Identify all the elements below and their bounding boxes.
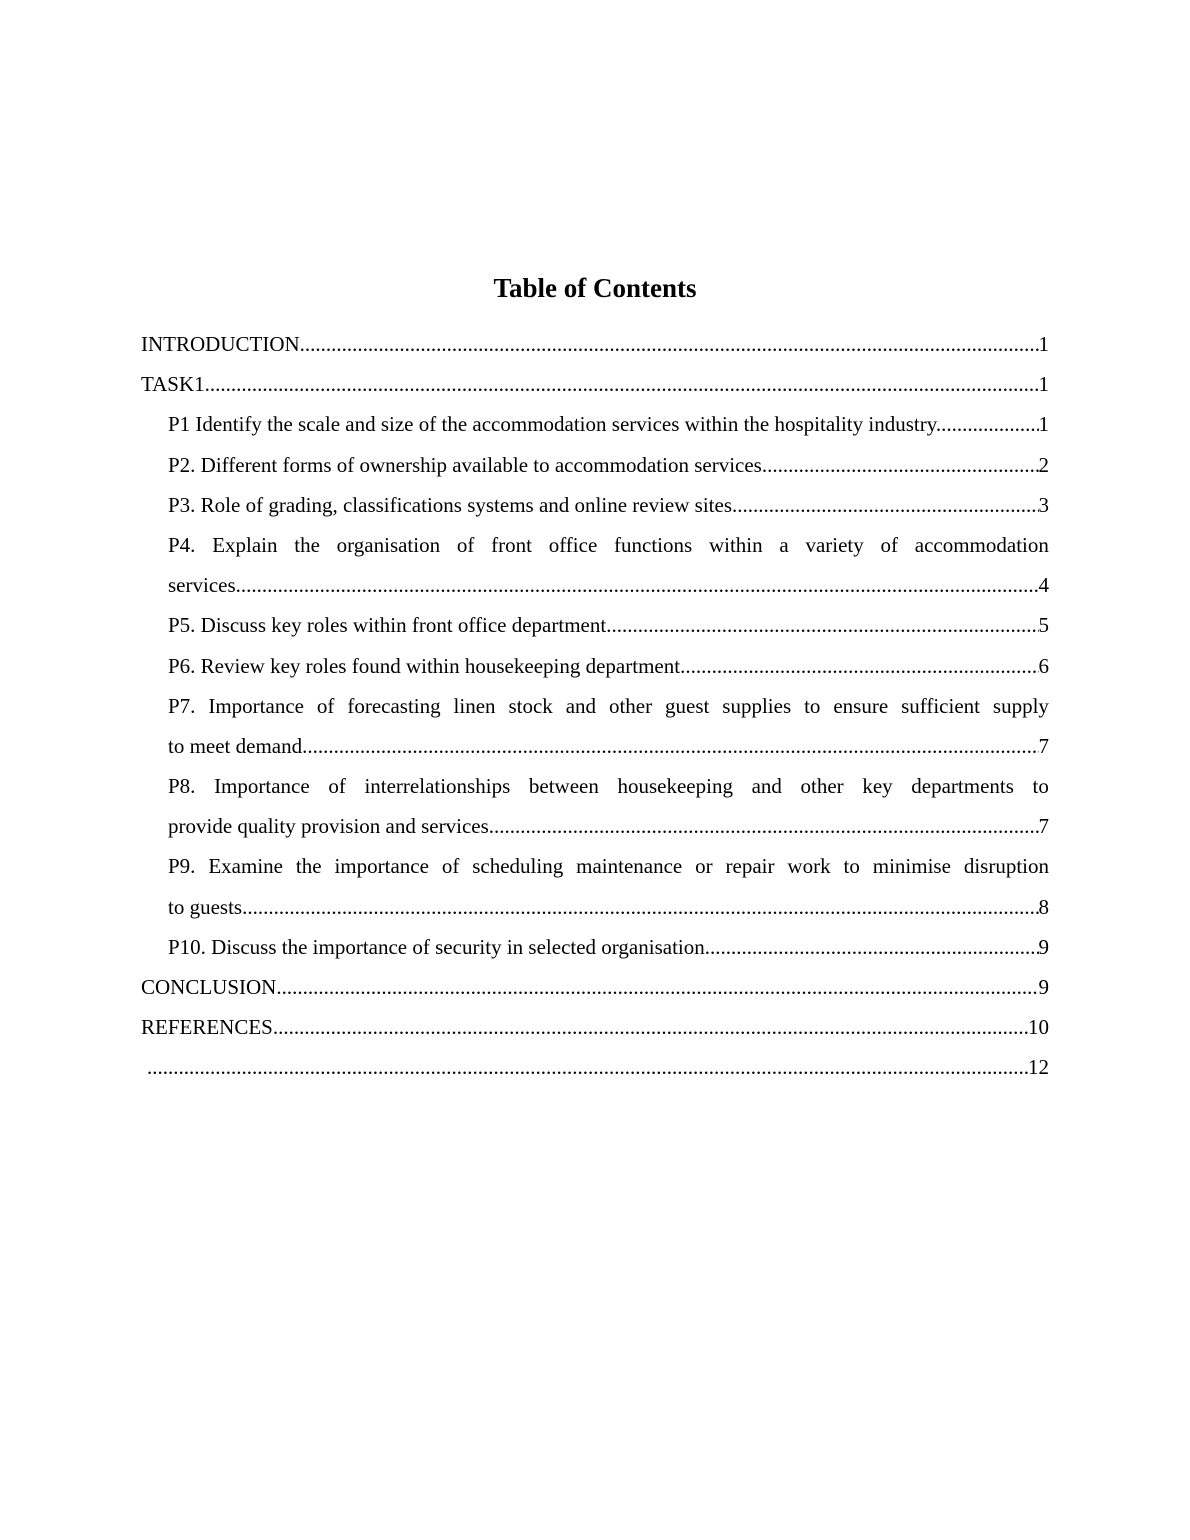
toc-entry-label: TASK1 [141, 372, 205, 397]
dot-leader [732, 485, 1039, 525]
toc-entry-first-line [168, 525, 1049, 565]
toc-word: Importance [214, 774, 310, 799]
toc-entry-second-line [168, 887, 1049, 927]
toc-word: and [751, 774, 782, 799]
toc-entry-p2[interactable] [168, 445, 1049, 485]
toc-word: of [316, 693, 335, 718]
toc-word: key [862, 774, 893, 799]
toc-entry-label: P1 Identify the scale and size of the accommodation services within the hospitality industry. [168, 412, 942, 437]
toc-word: organisation [336, 532, 441, 557]
toc-entry-first-line [168, 846, 1049, 886]
toc-word: stock [508, 693, 553, 718]
toc-entry-introduction[interactable] [141, 324, 1049, 364]
toc-page-number: 8 [1038, 894, 1049, 919]
toc-word: of [328, 774, 346, 799]
toc-word: P4. [168, 532, 196, 557]
dot-leader [276, 967, 1038, 1007]
toc-entry-p4[interactable] [168, 525, 1049, 605]
toc-page-number: 1 [1038, 332, 1049, 356]
toc-page-number: 1 [1038, 372, 1049, 397]
toc-word: the [294, 532, 320, 557]
toc-word: ensure [833, 693, 889, 718]
toc-word: supplies [722, 693, 792, 718]
toc-entry-label: P6. Review key roles found within housekeeping department [168, 653, 681, 678]
toc-entry-label: to meet demand [168, 733, 303, 758]
toc-word: Examine [208, 854, 283, 879]
dot-leader [273, 1007, 1028, 1047]
toc-entry-label: provide quality provision and services [168, 814, 489, 839]
toc-word: front [491, 532, 532, 557]
toc-word: of [880, 532, 898, 557]
toc-word: of [441, 854, 460, 879]
toc-word: P9. [168, 854, 196, 879]
toc-entry-label: CONCLUSION [141, 975, 277, 999]
toc-entry-first-line [168, 686, 1049, 726]
dot-leader [606, 605, 1038, 645]
toc-word: other [800, 774, 844, 799]
toc-entry-p6[interactable] [168, 646, 1049, 686]
toc-entry-references[interactable] [141, 1007, 1049, 1047]
toc-word: to [804, 693, 821, 718]
toc-entry-label: to guests [168, 894, 243, 919]
table-of-contents [141, 324, 1049, 1088]
toc-entry-label: REFERENCES [141, 1015, 273, 1040]
toc-word: P8. [168, 774, 196, 799]
toc-entry-conclusion[interactable] [141, 967, 1049, 1007]
toc-word: housekeeping [617, 774, 733, 799]
dot-leader [705, 927, 1039, 967]
toc-entry-label: P5. Discuss key roles within front office department [168, 613, 607, 638]
dot-leader [489, 806, 1039, 846]
dot-leader [762, 445, 1039, 485]
toc-page-number: 1 [1038, 412, 1049, 437]
toc-word: a [779, 532, 789, 557]
toc-title: Table of Contents [493, 273, 697, 303]
toc-word: linen [453, 693, 496, 718]
toc-word: to [1032, 774, 1049, 799]
toc-entry-label: services [168, 573, 236, 598]
toc-word: interrelationships [364, 774, 511, 799]
toc-word: P7. [168, 693, 196, 718]
toc-entry-second-line [168, 726, 1049, 766]
toc-page-number: 6 [1038, 653, 1049, 678]
toc-word: work [787, 854, 831, 879]
toc-word: within [708, 532, 763, 557]
toc-page-number: 9 [1038, 975, 1049, 999]
dot-leader [205, 364, 1039, 404]
toc-entry-label: P10. Discuss the importance of security in selected organisation [168, 934, 705, 959]
dot-leader [302, 726, 1038, 766]
toc-entry-label: P3. Role of grading, classifications systems and online review sites [168, 492, 732, 517]
toc-word: the [295, 854, 322, 879]
toc-entry-p9[interactable] [168, 846, 1049, 926]
toc-page-number: 10 [1028, 1015, 1049, 1040]
toc-word: of [456, 532, 475, 557]
toc-word: and [565, 693, 597, 718]
toc-word: departments [911, 774, 1014, 799]
toc-entry-second-line [168, 565, 1049, 605]
toc-word: functions [614, 532, 693, 557]
toc-page-number: 3 [1038, 492, 1049, 517]
toc-word: maintenance [576, 854, 683, 879]
toc-entry-second-line [168, 806, 1049, 846]
toc-entry-p5[interactable] [168, 605, 1049, 645]
dot-leader [236, 565, 1039, 605]
toc-word: accommodation [914, 532, 1049, 557]
dot-leader [300, 324, 1039, 364]
toc-entry-task1[interactable] [141, 364, 1049, 404]
dot-leader [680, 646, 1038, 686]
toc-word: minimise [872, 854, 951, 879]
toc-page-number: 2 [1038, 452, 1049, 477]
toc-word: scheduling [472, 854, 564, 879]
toc-entry-p10[interactable] [168, 927, 1049, 967]
toc-word: importance [334, 854, 429, 879]
toc-word: Explain [212, 532, 278, 557]
toc-page-number: 12 [1028, 1055, 1049, 1080]
toc-word: between [528, 774, 599, 799]
toc-page-number: 4 [1038, 573, 1049, 598]
dot-leader [941, 404, 1038, 444]
toc-word: other [608, 693, 653, 718]
toc-word: forecasting [347, 693, 441, 718]
toc-entry-untitled[interactable] [141, 1047, 1049, 1087]
toc-page-number: 7 [1038, 814, 1049, 839]
toc-entry-label: INTRODUCTION [141, 332, 300, 356]
toc-word: office [548, 532, 598, 557]
toc-page-number: 9 [1038, 934, 1049, 959]
toc-entry-label: P2. Different forms of ownership available to accommodation services [168, 452, 762, 477]
toc-word: to [843, 854, 860, 879]
toc-word: disruption [963, 854, 1049, 879]
toc-entry-p8[interactable] [168, 766, 1049, 846]
toc-page-number: 7 [1038, 733, 1049, 758]
toc-word: repair [725, 854, 775, 879]
toc-page-number: 5 [1038, 613, 1049, 638]
toc-word: or [695, 854, 713, 879]
toc-word: Importance [208, 693, 304, 718]
dot-leader [242, 887, 1038, 927]
toc-word: variety [805, 532, 864, 557]
toc-word: supply [992, 693, 1049, 718]
toc-entry-first-line [168, 766, 1049, 806]
toc-word: sufficient [901, 693, 980, 718]
dot-leader [147, 1047, 1028, 1087]
toc-entry-p1[interactable] [168, 404, 1049, 444]
toc-word: guest [665, 693, 710, 718]
toc-entry-p3[interactable] [168, 485, 1049, 525]
toc-entry-p7[interactable] [168, 686, 1049, 766]
